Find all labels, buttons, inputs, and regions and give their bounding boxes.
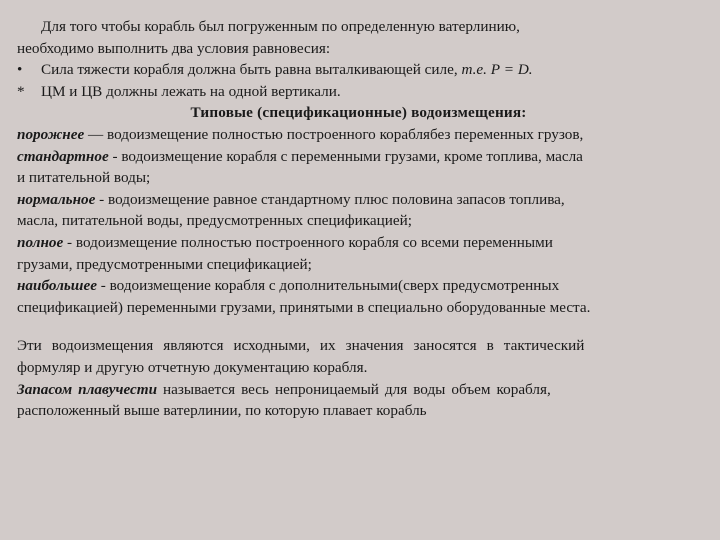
definition-item xyxy=(17,232,700,254)
definition-separator: - xyxy=(96,277,110,295)
definition-item xyxy=(17,146,700,168)
condition-item xyxy=(17,59,700,81)
definition-continuation: и питательной воды; xyxy=(17,169,151,187)
definition-term: стандартное xyxy=(17,147,109,165)
condition-text: ЦМ и ЦВ должны лежать на одной вертикали. xyxy=(41,82,341,100)
condition-text: Сила тяжести корабля должна быть равна выталкивающей силе, xyxy=(41,61,462,79)
definition-item xyxy=(17,124,700,146)
footer-line: расположенный выше ватерлинии, по которую плавает корабль xyxy=(17,402,427,420)
definition-term: наибольшее xyxy=(17,277,97,295)
intro-line-1: Для того чтобы корабль был погруженным по определенную ватерлинию, xyxy=(41,18,520,35)
definition-text: водоизмещение равное стандартному плюс половина запасов топлива, xyxy=(108,190,565,208)
definition-item xyxy=(17,189,700,211)
footer-paragraph xyxy=(17,335,700,421)
footer-line xyxy=(17,379,700,401)
section-title: Типовые (спецификационные) водоизмещения: xyxy=(190,104,527,122)
definition-separator: - xyxy=(63,233,76,251)
footer-line: Эти водоизмещения являются исходными, их значения заносятся в тактический xyxy=(17,337,585,355)
paragraph-gap xyxy=(17,318,700,335)
definition-continuation: масла, питательной воды, предусмотренных спецификацией; xyxy=(17,212,413,230)
definition-separator: — xyxy=(84,125,108,143)
definition-text: водоизмещение полностью построенного кораблябез переменных грузов, xyxy=(107,125,584,143)
bullet-marker: • xyxy=(17,61,23,79)
footer-text: называется весь непроницаемый для воды объем корабля, xyxy=(157,380,551,398)
definition-item xyxy=(17,275,700,297)
definition-text: водоизмещение полностью построенного корабля со всеми переменными xyxy=(75,233,553,251)
definition-text: водоизмещение корабля с переменными грузами, кроме топлива, масла xyxy=(121,147,583,165)
footer-line: формуляр и другую отчетную документацию корабля. xyxy=(17,358,368,376)
definition-term: полное xyxy=(17,233,64,251)
condition-formula: т.е. Р = D. xyxy=(461,61,533,79)
condition-item xyxy=(17,81,700,103)
definition-term: нормальное xyxy=(17,190,96,208)
definition-text: водоизмещение корабля с дополнительными(сверх предусмотренных xyxy=(109,277,560,295)
buoyancy-term: Запасом плавучести xyxy=(17,380,158,398)
definition-continuation: грузами, предусмотренными спецификацией; xyxy=(17,255,312,273)
asterisk-marker: * xyxy=(17,82,25,100)
definition-continuation: спецификацией) переменными грузами, принятыми в специально оборудованные места. xyxy=(17,298,591,316)
definition-list xyxy=(17,124,700,318)
intro-line-2: необходимо выполнить два условия равновесия: xyxy=(17,39,331,57)
definition-separator: - xyxy=(95,190,109,208)
definition-term: порожнее xyxy=(17,125,85,143)
definition-separator: - xyxy=(108,147,122,165)
